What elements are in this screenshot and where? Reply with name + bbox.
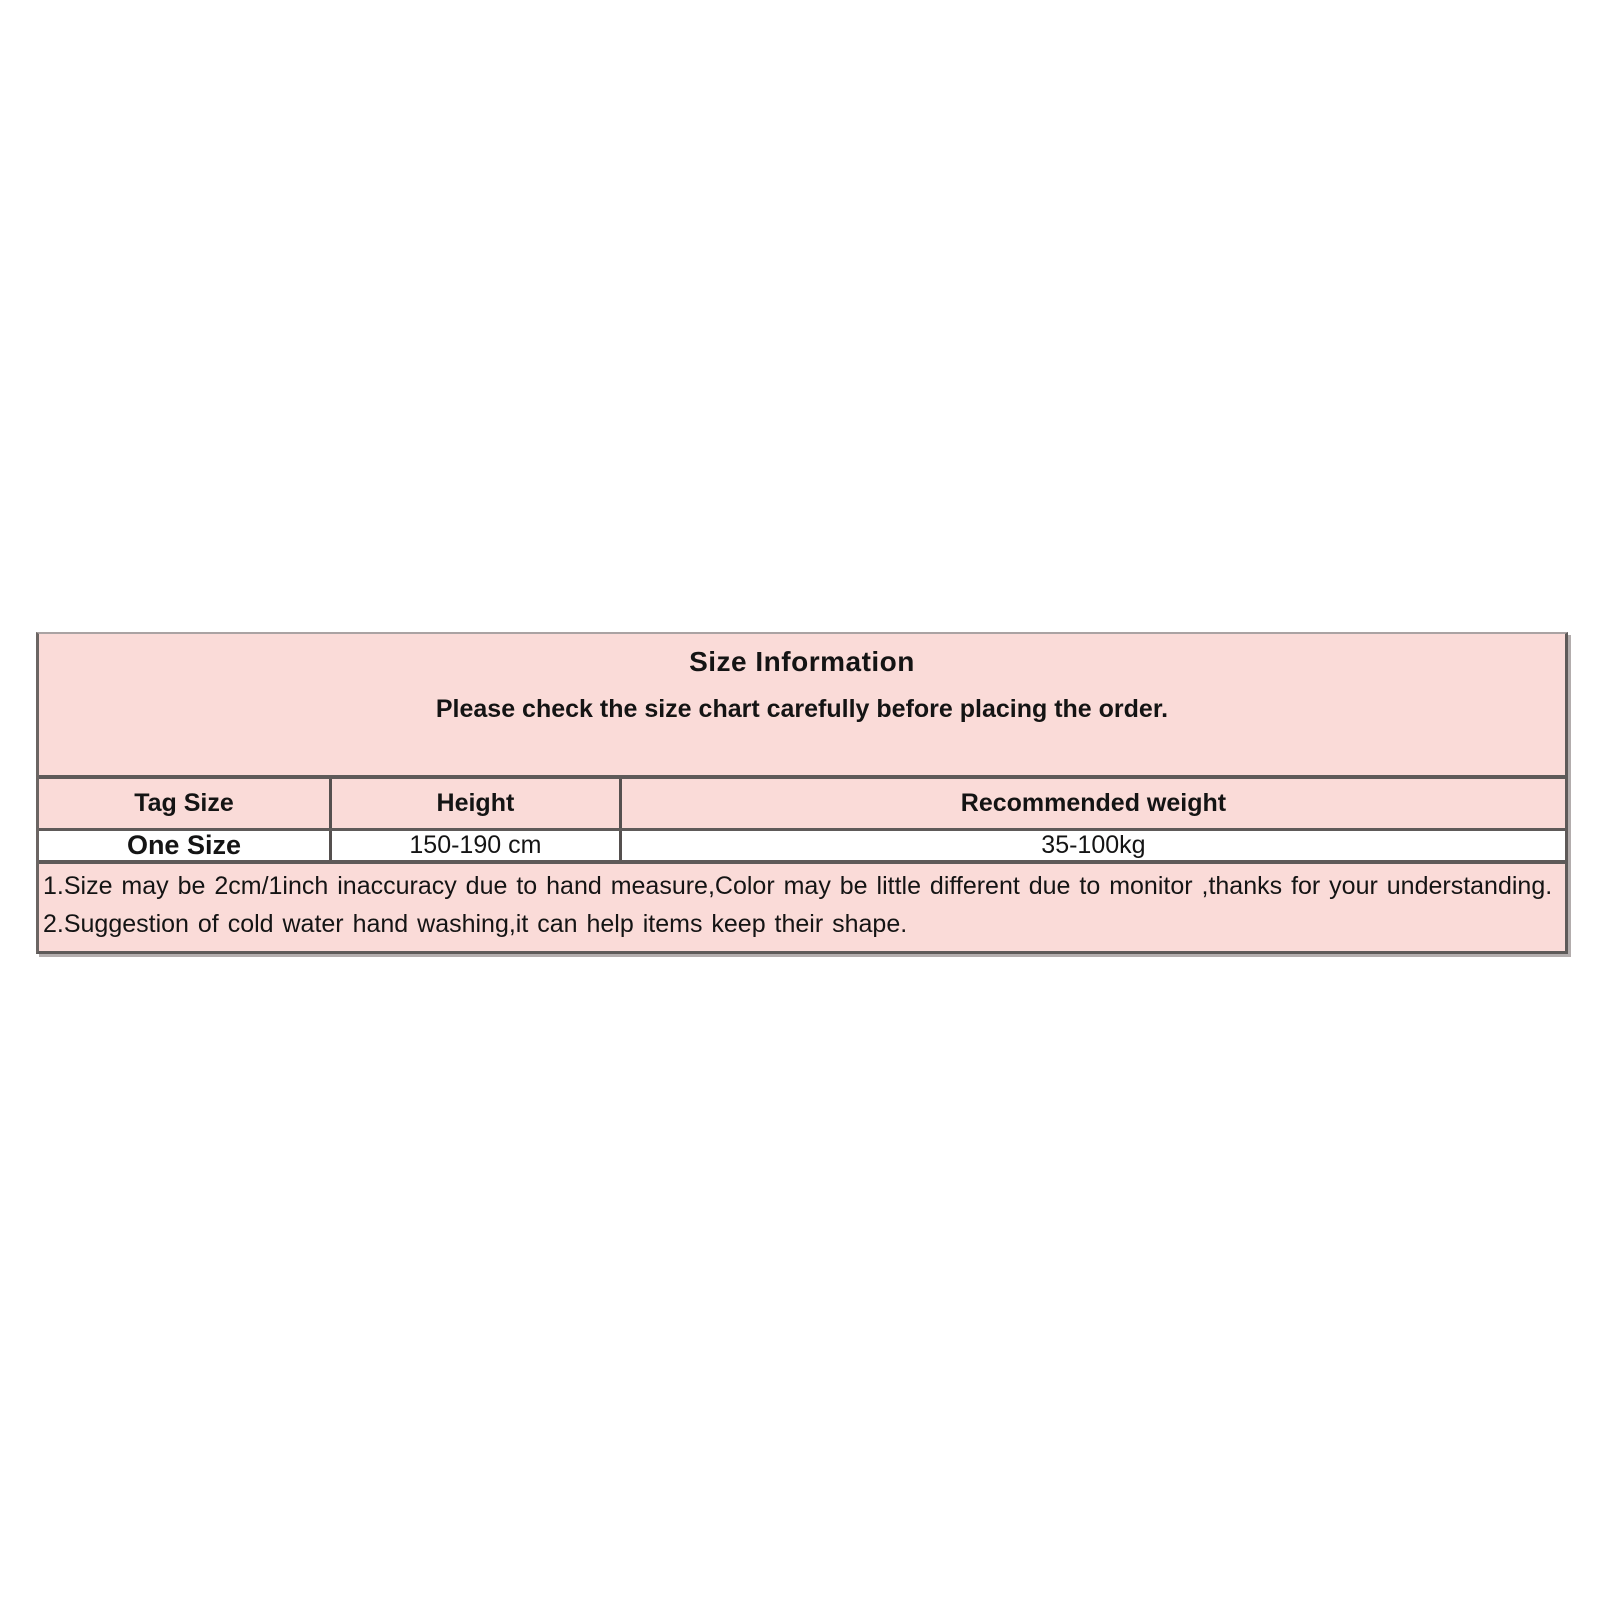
note-washing-suggestion: 2.Suggestion of cold water hand washing,it can help items keep their shape. — [43, 910, 908, 938]
notes-section — [39, 860, 1565, 951]
table-header-section — [39, 634, 1565, 775]
column-header-height: Height — [329, 779, 619, 828]
cell-tag-size: One Size — [126, 830, 241, 860]
cell-height: 150-190 cm — [329, 831, 619, 860]
table-title: Size Information — [689, 646, 915, 677]
cell-recommended-weight: 35-100kg — [619, 831, 1565, 860]
table-row — [39, 828, 1565, 860]
column-header-tag-size: Tag Size — [134, 789, 234, 817]
table-subtitle: Please check the size chart carefully before placing the order. — [435, 695, 1169, 723]
column-header-recommended-weight: Recommended weight — [619, 779, 1565, 828]
size-table — [36, 632, 1568, 954]
column-header-row — [39, 775, 1565, 828]
note-size-inaccuracy: 1.Size may be 2cm/1inch inaccuracy due to hand measure,Color may be little different due to monitor ,thanks for your understanding. — [43, 872, 1553, 900]
